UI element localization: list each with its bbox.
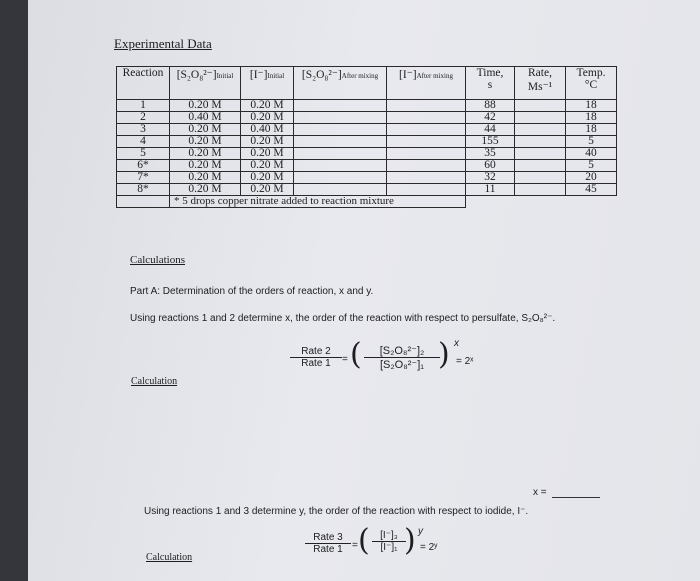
eq1-rate-fraction bbox=[290, 346, 342, 369]
cell-i-after bbox=[387, 136, 466, 148]
cell-temp: 18 bbox=[566, 100, 617, 112]
cell-footnote-empty bbox=[466, 196, 617, 208]
cell-reaction: 5 bbox=[117, 148, 170, 160]
cell-i-after bbox=[387, 100, 466, 112]
cell-time: 42 bbox=[466, 112, 515, 124]
table-row bbox=[117, 172, 617, 184]
eq1-equals: = bbox=[342, 354, 348, 365]
cell-s2o8: 0.40 M bbox=[170, 112, 241, 124]
cell-reaction: 2 bbox=[117, 112, 170, 124]
eq2-right-paren: ) bbox=[404, 523, 416, 558]
cell-i: 0.20 M bbox=[241, 136, 294, 148]
cell-s2o8-after bbox=[294, 136, 387, 148]
eq2-conc-den: [I⁻]₁ bbox=[380, 542, 398, 553]
cell-time: 35 bbox=[466, 148, 515, 160]
cell-footnote-spacer bbox=[117, 196, 170, 208]
table-footnote: * 5 drops copper nitrate added to reaction mixture bbox=[170, 196, 466, 208]
cell-s2o8: 0.20 M bbox=[170, 100, 241, 112]
cell-rate bbox=[515, 148, 566, 160]
cell-s2o8: 0.20 M bbox=[170, 160, 241, 172]
eq1-exponent: x bbox=[454, 338, 459, 349]
cell-rate bbox=[515, 100, 566, 112]
section-title: Experimental Data bbox=[114, 36, 212, 51]
cell-i-after bbox=[387, 124, 466, 136]
cell-temp: 5 bbox=[566, 136, 617, 148]
cell-s2o8-after bbox=[294, 160, 387, 172]
table-row bbox=[117, 184, 617, 196]
header-time: Time, s bbox=[466, 67, 515, 100]
table-row bbox=[117, 136, 617, 148]
cell-i: 0.40 M bbox=[241, 124, 294, 136]
header-i-initial: [I⁻]Initial bbox=[241, 67, 294, 100]
eq1-conc-fraction bbox=[364, 344, 440, 371]
cell-s2o8: 0.20 M bbox=[170, 124, 241, 136]
part-a-title: Part A: Determination of the orders of reaction, x and y. bbox=[130, 286, 374, 297]
eq2-rate-num: Rate 3 bbox=[305, 532, 351, 544]
header-rate: Rate, Ms⁻¹ bbox=[515, 67, 566, 100]
cell-s2o8: 0.20 M bbox=[170, 148, 241, 160]
experimental-data-table bbox=[116, 66, 617, 208]
instruction-2: Using reactions 1 and 3 determine y, the order of the reaction with respect to iodide, I⁻. bbox=[144, 506, 529, 517]
eq1-left-paren: ( bbox=[350, 337, 362, 372]
table-row bbox=[117, 100, 617, 112]
table-row bbox=[117, 148, 617, 160]
cell-rate bbox=[515, 112, 566, 124]
cell-i-after bbox=[387, 160, 466, 172]
header-s2o8-initial: [S₂O₈²⁻]Initial bbox=[170, 67, 241, 100]
cell-temp: 18 bbox=[566, 112, 617, 124]
cell-temp: 18 bbox=[566, 124, 617, 136]
cell-time: 155 bbox=[466, 136, 515, 148]
cell-time: 32 bbox=[466, 172, 515, 184]
eq1-conc-num: [S₂O₈²⁻]₂ bbox=[364, 344, 440, 358]
cell-i: 0.20 M bbox=[241, 148, 294, 160]
cell-i-after bbox=[387, 148, 466, 160]
cell-temp: 5 bbox=[566, 160, 617, 172]
eq2-left-paren: ( bbox=[358, 523, 370, 558]
table-row bbox=[117, 112, 617, 124]
cell-s2o8-after bbox=[294, 184, 387, 196]
eq2-equals: = bbox=[352, 540, 358, 551]
eq2-rate-den: Rate 1 bbox=[313, 544, 343, 555]
cell-reaction: 7* bbox=[117, 172, 170, 184]
cell-i-after bbox=[387, 184, 466, 196]
table-row bbox=[117, 124, 617, 136]
cell-s2o8: 0.20 M bbox=[170, 184, 241, 196]
cell-s2o8-after bbox=[294, 148, 387, 160]
instruction-1: Using reactions 1 and 2 determine x, the order of the reaction with respect to persulfate, S₂O₈²⁻. bbox=[130, 313, 556, 324]
cell-s2o8: 0.20 M bbox=[170, 136, 241, 148]
calculation-label-2: Calculation bbox=[146, 552, 193, 563]
header-temp: Temp. °C bbox=[566, 67, 617, 100]
cell-s2o8: 0.20 M bbox=[170, 172, 241, 184]
eq2-rhs: = 2ʸ bbox=[420, 542, 438, 553]
header-i-after: [I⁻]After mixing bbox=[387, 67, 466, 100]
eq2-exponent: y bbox=[418, 526, 423, 537]
eq1-rhs: = 2ˣ bbox=[456, 356, 474, 367]
cell-i: 0.20 M bbox=[241, 100, 294, 112]
header-reaction: Reaction bbox=[117, 67, 170, 100]
cell-rate bbox=[515, 172, 566, 184]
cell-temp: 40 bbox=[566, 148, 617, 160]
cell-reaction: 6* bbox=[117, 160, 170, 172]
calculations-title: Calculations bbox=[130, 254, 185, 266]
x-answer-label: x = bbox=[533, 487, 547, 498]
cell-time: 44 bbox=[466, 124, 515, 136]
cell-rate bbox=[515, 184, 566, 196]
cell-s2o8-after bbox=[294, 172, 387, 184]
table-row bbox=[117, 160, 617, 172]
cell-temp: 20 bbox=[566, 172, 617, 184]
cell-s2o8-after bbox=[294, 100, 387, 112]
eq2-conc-fraction bbox=[372, 530, 406, 553]
worksheet-page bbox=[28, 0, 700, 581]
eq1-rate-num: Rate 2 bbox=[290, 346, 342, 358]
cell-reaction: 1 bbox=[117, 100, 170, 112]
cell-i: 0.20 M bbox=[241, 172, 294, 184]
eq2-conc-num: [I⁻]₃ bbox=[372, 530, 406, 542]
table-footnote-row bbox=[117, 196, 617, 208]
cell-reaction: 4 bbox=[117, 136, 170, 148]
eq2-rate-fraction bbox=[305, 532, 351, 555]
x-answer-blank[interactable] bbox=[552, 497, 600, 498]
cell-i: 0.20 M bbox=[241, 184, 294, 196]
cell-rate bbox=[515, 136, 566, 148]
header-s2o8-after: [S₂O₈²⁻]After mixing bbox=[294, 67, 387, 100]
cell-s2o8-after bbox=[294, 124, 387, 136]
cell-time: 11 bbox=[466, 184, 515, 196]
cell-time: 88 bbox=[466, 100, 515, 112]
table-header-row bbox=[117, 67, 617, 100]
eq1-conc-den: [S₂O₈²⁻]₁ bbox=[379, 359, 425, 371]
cell-i: 0.20 M bbox=[241, 160, 294, 172]
cell-temp: 45 bbox=[566, 184, 617, 196]
eq1-right-paren: ) bbox=[438, 337, 450, 372]
cell-reaction: 8* bbox=[117, 184, 170, 196]
cell-i-after bbox=[387, 112, 466, 124]
eq1-rate-den: Rate 1 bbox=[301, 358, 331, 369]
cell-reaction: 3 bbox=[117, 124, 170, 136]
cell-time: 60 bbox=[466, 160, 515, 172]
cell-rate bbox=[515, 124, 566, 136]
cell-rate bbox=[515, 160, 566, 172]
cell-i-after bbox=[387, 172, 466, 184]
cell-s2o8-after bbox=[294, 112, 387, 124]
calculation-label-1: Calculation bbox=[131, 376, 178, 387]
cell-i: 0.20 M bbox=[241, 112, 294, 124]
